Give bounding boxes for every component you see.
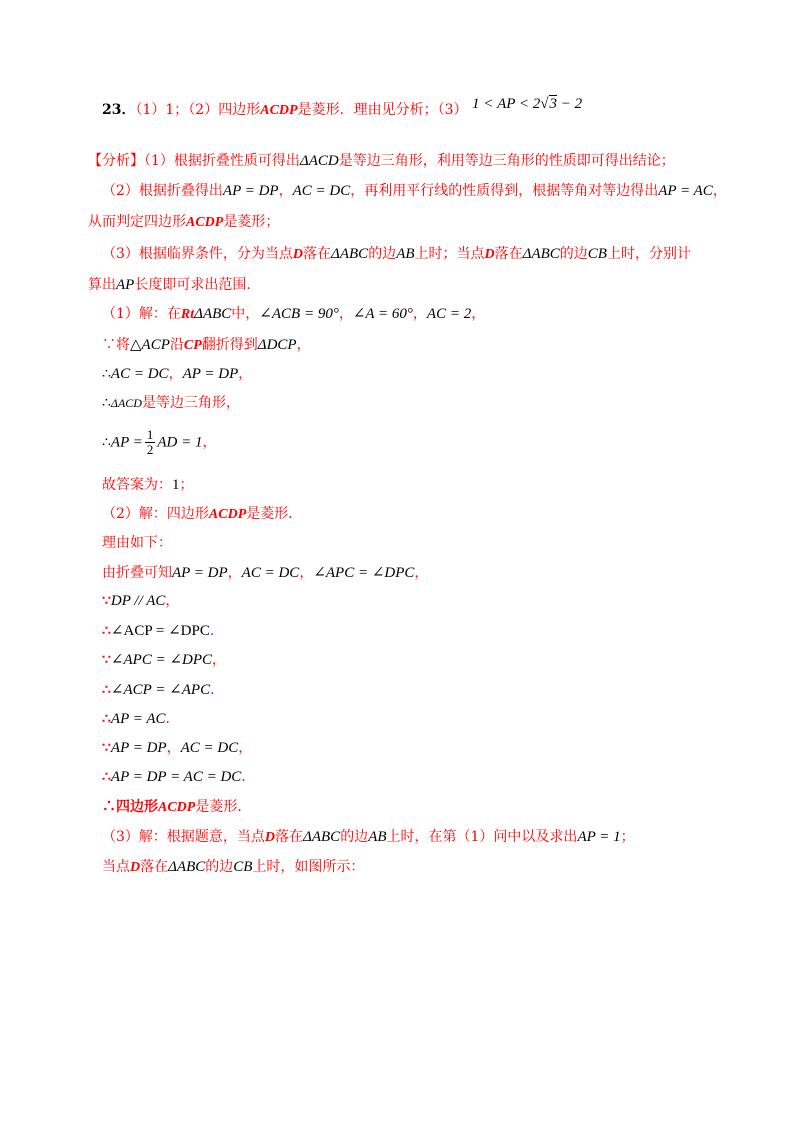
answer-part2a: （2）四边形 <box>188 102 261 118</box>
sol2-line-5: ∴∠ACP = ∠DPC． <box>102 623 224 639</box>
answer-line <box>102 96 583 121</box>
sol2-line-11: ∴四边形ACDP是菱形． <box>102 799 252 815</box>
sol2-line-3: 由折叠可知AP = DP，AC = DC，∠APC = ∠DPC， <box>102 565 429 581</box>
analysis-line-4: （3）根据临界条件，分为当点D落在ΔABC的边AB上时；当点D落在ΔABC的边CB上时，分别计 <box>102 246 691 262</box>
analysis-line-2: （2）根据折叠得出AP = DP，AC = DC，再利用平行线的性质得到，根据等角对等边得出AP = AC， <box>102 183 727 199</box>
sol2-line-7: ∴∠ACP = ∠APC． <box>102 682 225 698</box>
sol2-line-10: ∴AP = DP = AC = DC． <box>102 769 256 785</box>
analysis-line-1: 【分析】（1）根据折叠性质可得出ΔACD是等边三角形，利用等边三角形的性质即可得出结论； <box>88 153 675 169</box>
sol1-line-5: ∴AP = $\frac{1}{2}$ AD = 1， <box>102 427 217 457</box>
sol2-line-2: 理由如下： <box>102 535 172 551</box>
fraction-one-half: $\frac{1}{2}$ <box>146 427 154 457</box>
sol2-line-1: （2）解：四边形ACDP是菱形． <box>102 506 303 522</box>
sol1-line-3: ∴AC = DC，AP = DP， <box>102 366 253 382</box>
sol2-line-8: ∴AP = AC． <box>102 711 180 727</box>
sol3-line-2: 当点D落在ΔABC的边CB上时，如图所示： <box>102 859 365 875</box>
sol2-line-6: ∵∠APC = ∠DPC， <box>102 652 227 668</box>
sol1-line-2: ∵将△ACP沿CP翻折得到ΔDCP， <box>102 337 311 353</box>
sol3-line-1: （3）解：根据题意，当点D落在ΔABC的边AB上时，在第（1）问中以及求出AP = 1； <box>102 829 635 845</box>
analysis-line-5: 算出AP长度即可求出范围． <box>88 277 261 293</box>
sol1-line-4: ∴ΔACD是等边三角形， <box>102 395 240 411</box>
answer-part1: （1）1； <box>135 102 189 118</box>
analysis-line-3: 从而判定四边形ACDP是菱形； <box>88 214 280 230</box>
answer-part2c: 是菱形．理由见分析；（3） <box>297 102 468 118</box>
sol2-line-9: ∵AP = DP，AC = DC， <box>102 740 253 756</box>
answer-range: 1 < AP < 2√3 − 2 <box>471 96 583 112</box>
sol1-line-6: 故答案为：1； <box>102 477 194 493</box>
answer-part2b: ACDP <box>260 103 298 118</box>
sol1-line-1: （1）解：在RtΔABC中，∠ACB = 90°，∠A = 60°，AC = 2， <box>102 306 486 322</box>
sol2-line-4: ∵DP // AC， <box>102 593 180 609</box>
analysis-label: 【分析】 <box>88 153 144 169</box>
question-number: 23． <box>102 102 136 118</box>
